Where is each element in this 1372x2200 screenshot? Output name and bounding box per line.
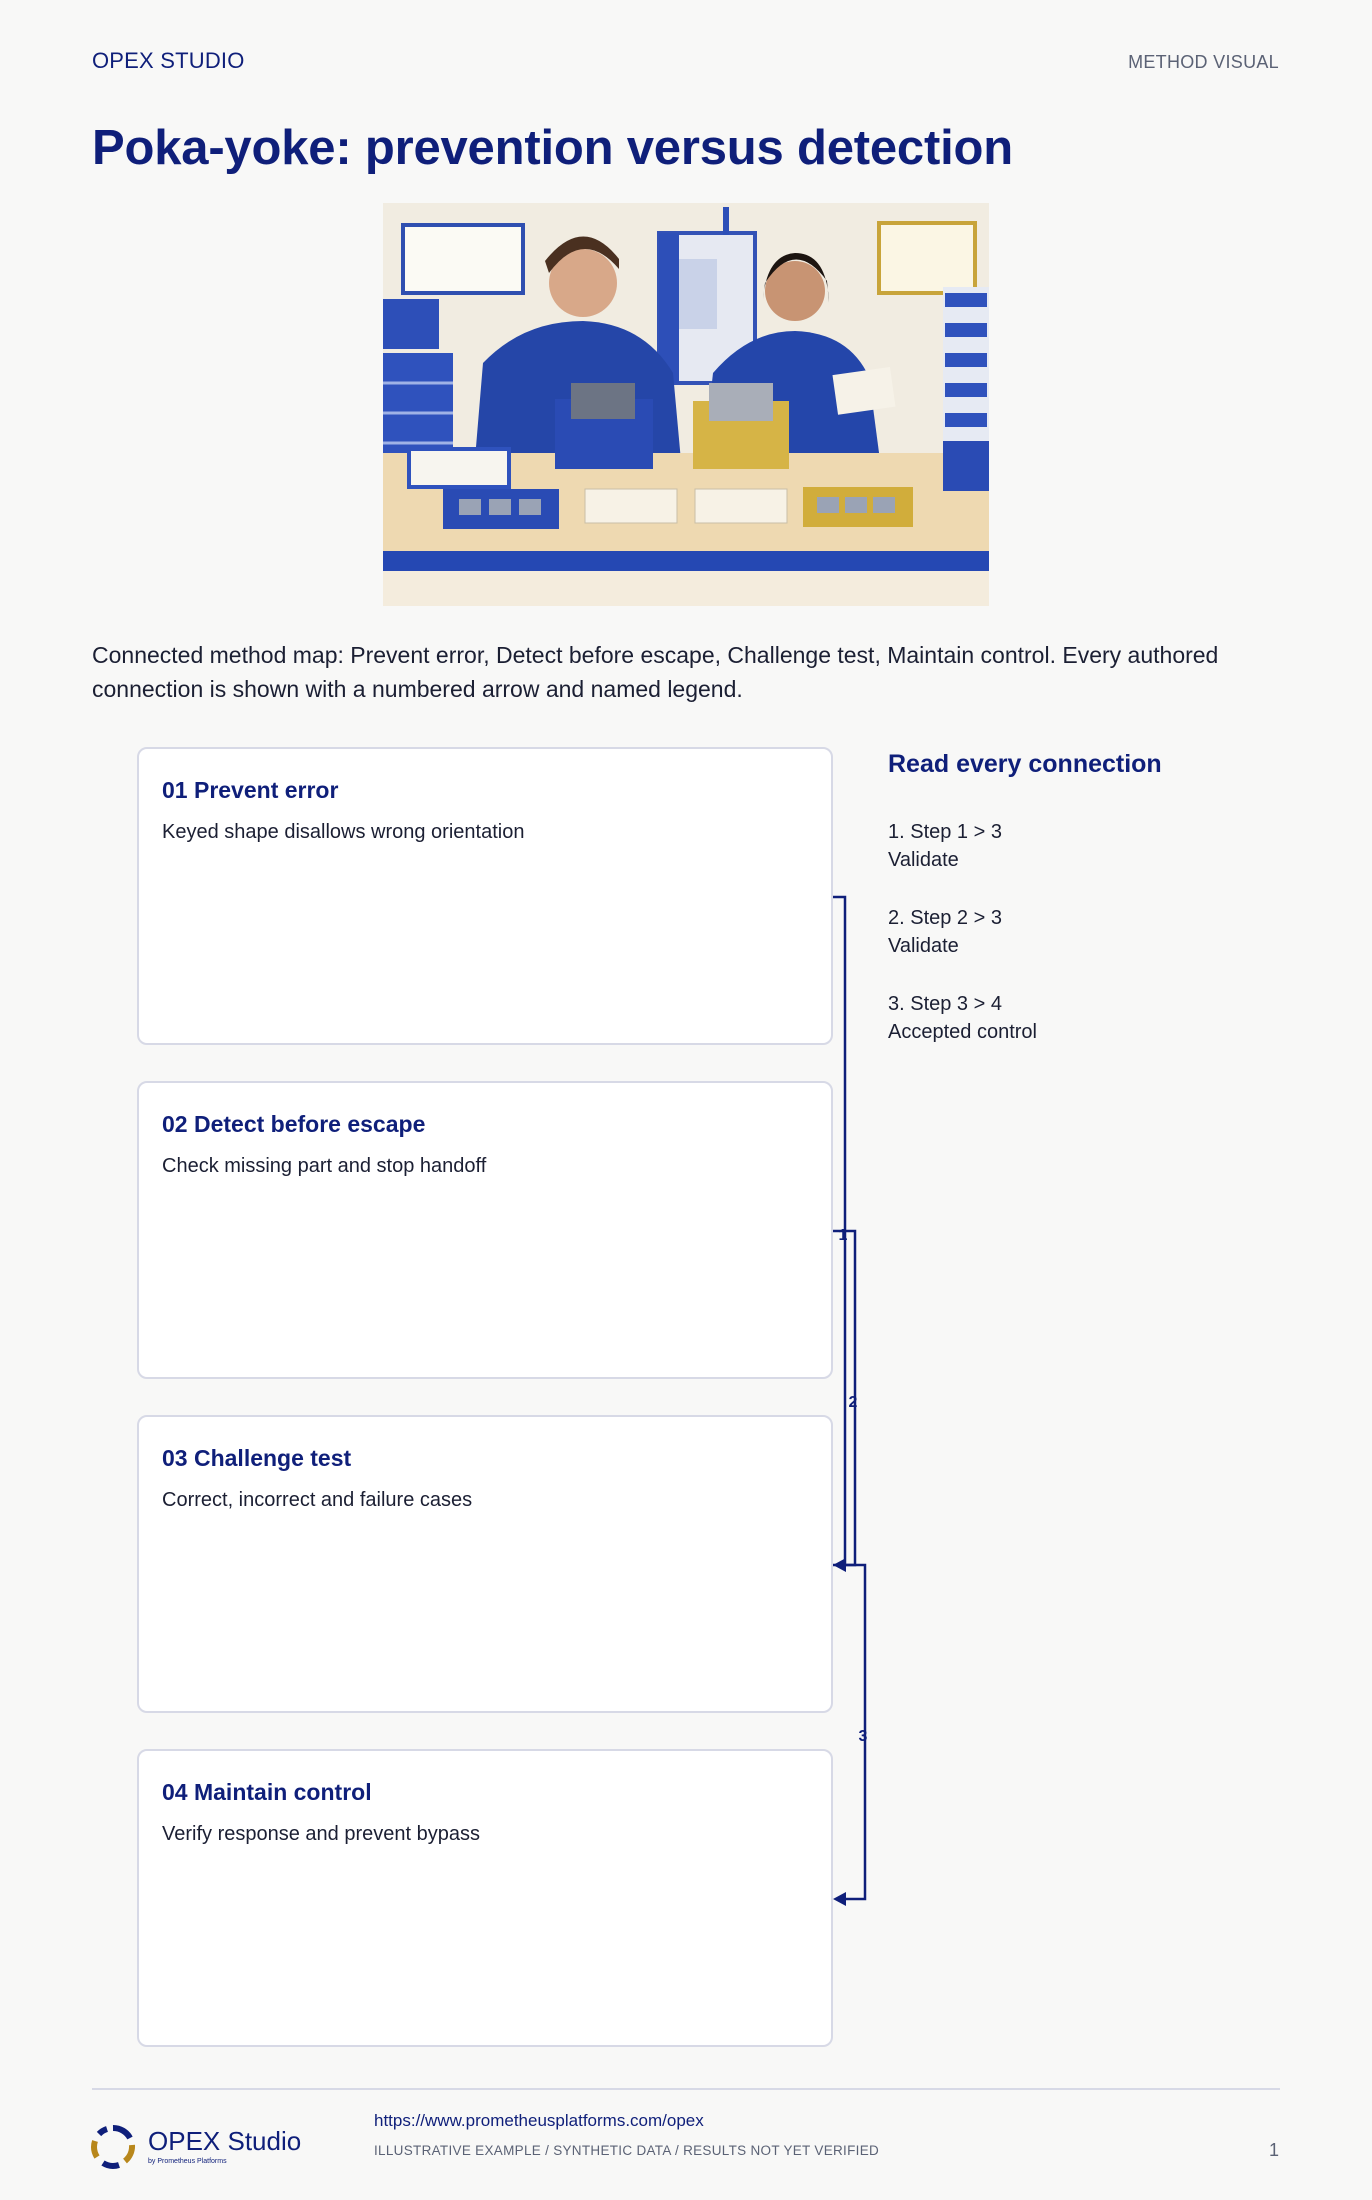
step-card-challenge-test xyxy=(137,1415,833,1713)
opex-logo-icon xyxy=(90,2124,136,2170)
connection-arrow-3 xyxy=(833,1565,865,1899)
footer-divider xyxy=(92,2088,1280,2090)
step-title: 01 Prevent error xyxy=(162,777,339,803)
step-description: Correct, incorrect and failure cases xyxy=(162,1489,473,1511)
document-type-label: METHOD VISUAL xyxy=(1128,52,1279,72)
step-card-detect-before-escape xyxy=(137,1081,833,1379)
legend-item-3 xyxy=(888,990,1037,1046)
arrowhead-1 xyxy=(833,1558,846,1572)
arrowhead-3 xyxy=(833,1892,846,1906)
legend-title: Read every connection xyxy=(888,750,1162,778)
connection-arrow-2 xyxy=(833,1231,855,1565)
legend-item-label: Accepted control xyxy=(888,1021,1037,1043)
hero-illustration xyxy=(383,203,989,606)
page-number: 1 xyxy=(1268,2140,1279,2160)
step-description: Check missing part and stop handoff xyxy=(162,1155,487,1177)
step-description: Keyed shape disallows wrong orientation xyxy=(162,821,525,843)
page-title: Poka-yoke: prevention versus detection xyxy=(92,121,1013,175)
step-title: 04 Maintain control xyxy=(162,1779,372,1805)
connection-label-2: 2 xyxy=(848,1394,858,1411)
connection-arrow-1 xyxy=(833,897,845,1565)
legend-item-label: Validate xyxy=(888,849,959,871)
legend-item-1 xyxy=(888,818,1002,874)
brand-label: OPEX STUDIO xyxy=(92,48,245,73)
workshop-illustration-icon xyxy=(383,203,989,606)
logo-name: OPEX Studio xyxy=(148,2126,302,2156)
footer-url-link[interactable]: https://www.prometheusplatforms.com/opex xyxy=(374,2111,704,2130)
legend-item-label: Validate xyxy=(888,935,959,957)
legend-item-route: 2. Step 2 > 3 xyxy=(888,907,1002,929)
footer-disclaimer: ILLUSTRATIVE EXAMPLE / SYNTHETIC DATA / RESULTS NOT YET VERIFIED xyxy=(374,2143,880,2158)
connection-label-1: 1 xyxy=(838,1227,848,1244)
step-title: 02 Detect before escape xyxy=(162,1111,426,1137)
step-title: 03 Challenge test xyxy=(162,1445,352,1471)
logo-subtitle: by Prometheus Platforms xyxy=(148,2158,227,2165)
step-description: Verify response and prevent bypass xyxy=(162,1823,480,1845)
legend-item-route: 1. Step 1 > 3 xyxy=(888,821,1002,843)
legend-item-2 xyxy=(888,904,1002,960)
step-card-prevent-error xyxy=(137,747,833,1045)
legend-item-route: 3. Step 3 > 4 xyxy=(888,993,1002,1015)
connection-label-3: 3 xyxy=(858,1728,868,1745)
intro-text: Connected method map: Prevent error, Detect before escape, Challenge test, Maintain control. Every authored connection is shown with a numbered arrow and named legend. xyxy=(92,642,1219,702)
step-card-maintain-control xyxy=(137,1749,833,2047)
